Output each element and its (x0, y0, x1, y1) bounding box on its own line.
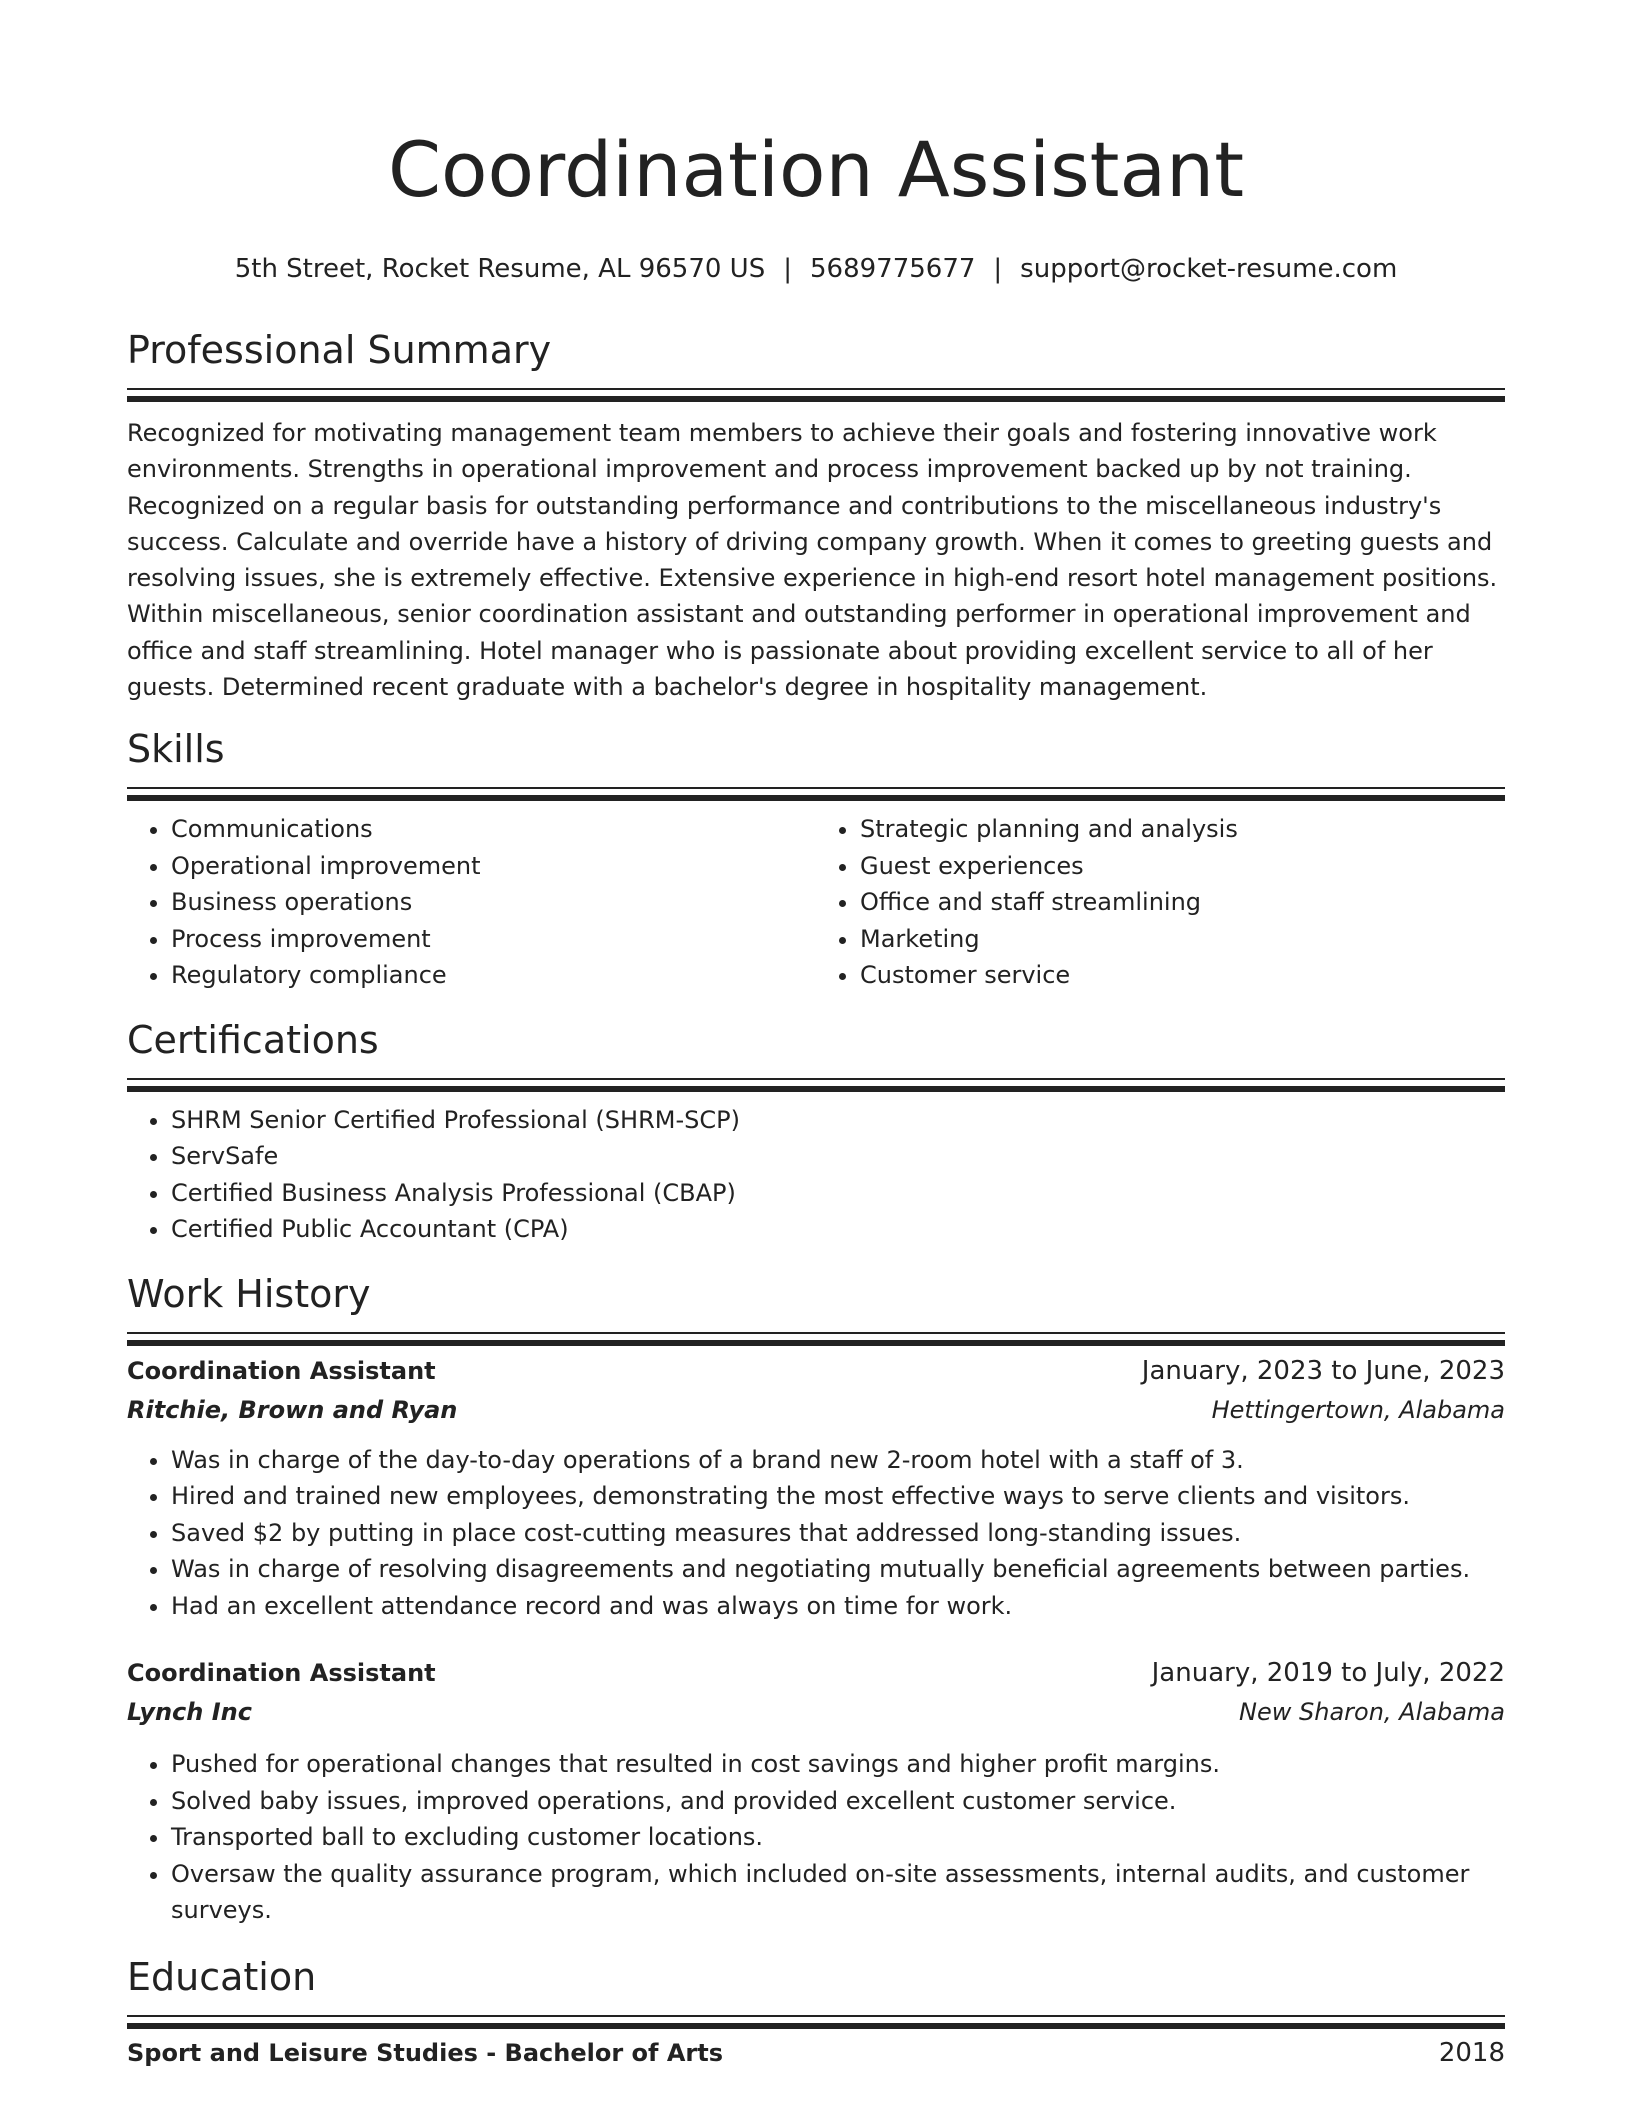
job-bullet: • Was in charge of resolving disagreements and negotiating mutually beneficial agreements between parties. (171, 1551, 1505, 1588)
section-divider (127, 1332, 1505, 1334)
job-title: Coordination Assistant (127, 1659, 436, 1688)
skill-item: • Regulatory compliance (171, 957, 816, 994)
job-bullets (127, 1442, 1505, 1625)
job-header (127, 1654, 1505, 1693)
job-bullet: • Had an excellent attendance record and was always on time for work. (171, 1588, 1505, 1625)
summary-section (127, 324, 1505, 705)
certification-item: • Certified Public Accountant (CPA) (171, 1211, 1505, 1248)
certifications-list (127, 1102, 1505, 1248)
contact-line (127, 252, 1505, 286)
job-bullet: • Saved $2 by putting in place cost-cutting measures that addressed long-standing issues. (171, 1515, 1505, 1552)
job-header (127, 1352, 1505, 1391)
contact-phone: 5689775677 (809, 254, 976, 284)
education-degree: Sport and Leisure Studies - Bachelor of Arts (127, 2038, 723, 2067)
skills-grid (127, 811, 1505, 994)
skill-item: • Guest experiences (860, 848, 1505, 885)
section-title-summary: Professional Summary (127, 328, 552, 372)
job-entry (127, 1352, 1505, 1625)
skill-item: • Strategic planning and analysis (860, 811, 1505, 848)
certification-item: • ServSafe (171, 1138, 1505, 1175)
skills-column-left (127, 811, 816, 994)
section-divider (127, 2015, 1505, 2017)
job-bullet: • Pushed for operational changes that resulted in cost savings and higher profit margins. (171, 1746, 1505, 1783)
skill-item: • Communications (171, 811, 816, 848)
skills-column-right (816, 811, 1505, 994)
section-title-skills: Skills (127, 727, 225, 772)
job-bullet: • Oversaw the quality assurance program, which included on-site assessments, internal audits, and customer surveys. (171, 1856, 1505, 1929)
education-section (127, 1951, 1505, 2071)
skill-item: • Customer service (860, 957, 1505, 994)
job-bullet: • Was in charge of the day-to-day operations of a brand new 2-room hotel with a staff of 3. (171, 1442, 1505, 1479)
certification-item: • SHRM Senior Certified Professional (SHRM-SCP) (171, 1102, 1505, 1139)
contact-email[interactable]: support@rocket-resume.com (1020, 254, 1398, 284)
work-history-section (127, 1268, 1505, 1929)
job-dates: January, 2019 to July, 2022 (1151, 1658, 1505, 1689)
skill-item: • Operational improvement (171, 848, 816, 885)
education-year: 2018 (1438, 2037, 1505, 2068)
section-title-education: Education (127, 1954, 317, 1999)
education-entry (127, 2035, 1505, 2071)
job-title: Coordination Assistant (127, 1356, 436, 1385)
job-dates: January, 2023 to June, 2023 (1141, 1355, 1505, 1386)
job-location: Hettingertown, Alabama (1211, 1395, 1505, 1424)
section-divider (127, 1078, 1505, 1080)
skill-item: • Business operations (171, 884, 816, 921)
contact-address: 5th Street, Rocket Resume, AL 96570 US (234, 254, 766, 284)
certification-item: • Certified Business Analysis Professional (CBAP) (171, 1175, 1505, 1212)
job-entry (127, 1654, 1505, 1929)
resume-name: Coordination Assistant (387, 125, 1245, 214)
job-bullet: • Solved baby issues, improved operations, and provided excellent customer service. (171, 1783, 1505, 1820)
summary-text: Recognized for motivating management team members to achieve their goals and fostering innovative work environments. Strengths in operational improvement and process improvement backed up by not training. Recognized on a regular basis for outstanding performance and contributions to the miscellaneous industry's success. Calculate and override have a history of driving company growth. When it comes to greeting guests and resolving issues, she is extremely effective. Extensive experience in high-end resort hotel management positions. Within miscellaneous, senior coordination assistant and outstanding performer in operational improvement and office and staff streamlining. Hotel manager who is passionate about providing excellent service to all of her guests. Determined recent graduate with a bachelor's degree in hospitality management. (127, 419, 1498, 702)
job-subheader (127, 1693, 1505, 1732)
job-bullet: • Hired and trained new employees, demonstrating the most effective ways to serve clients and visitors. (171, 1478, 1505, 1515)
section-divider (127, 787, 1505, 789)
job-subheader (127, 1391, 1505, 1430)
skill-item: • Process improvement (171, 921, 816, 958)
skill-item: • Office and staff streamlining (860, 884, 1505, 921)
contact-separator: | (993, 254, 1003, 284)
section-title-work-history: Work History (127, 1271, 371, 1316)
job-bullet: • Transported ball to excluding customer locations. (171, 1819, 1505, 1856)
contact-separator: | (783, 254, 792, 284)
job-bullets (127, 1746, 1505, 1929)
skill-item: • Marketing (860, 921, 1505, 958)
section-divider (127, 388, 1505, 390)
skills-section (127, 723, 1505, 994)
certifications-section (127, 1014, 1505, 1248)
section-title-certifications: Certifications (127, 1017, 379, 1062)
job-company: Ritchie, Brown and Ryan (127, 1395, 458, 1424)
job-location: New Sharon, Alabama (1239, 1698, 1505, 1727)
job-company: Lynch Inc (127, 1698, 252, 1727)
